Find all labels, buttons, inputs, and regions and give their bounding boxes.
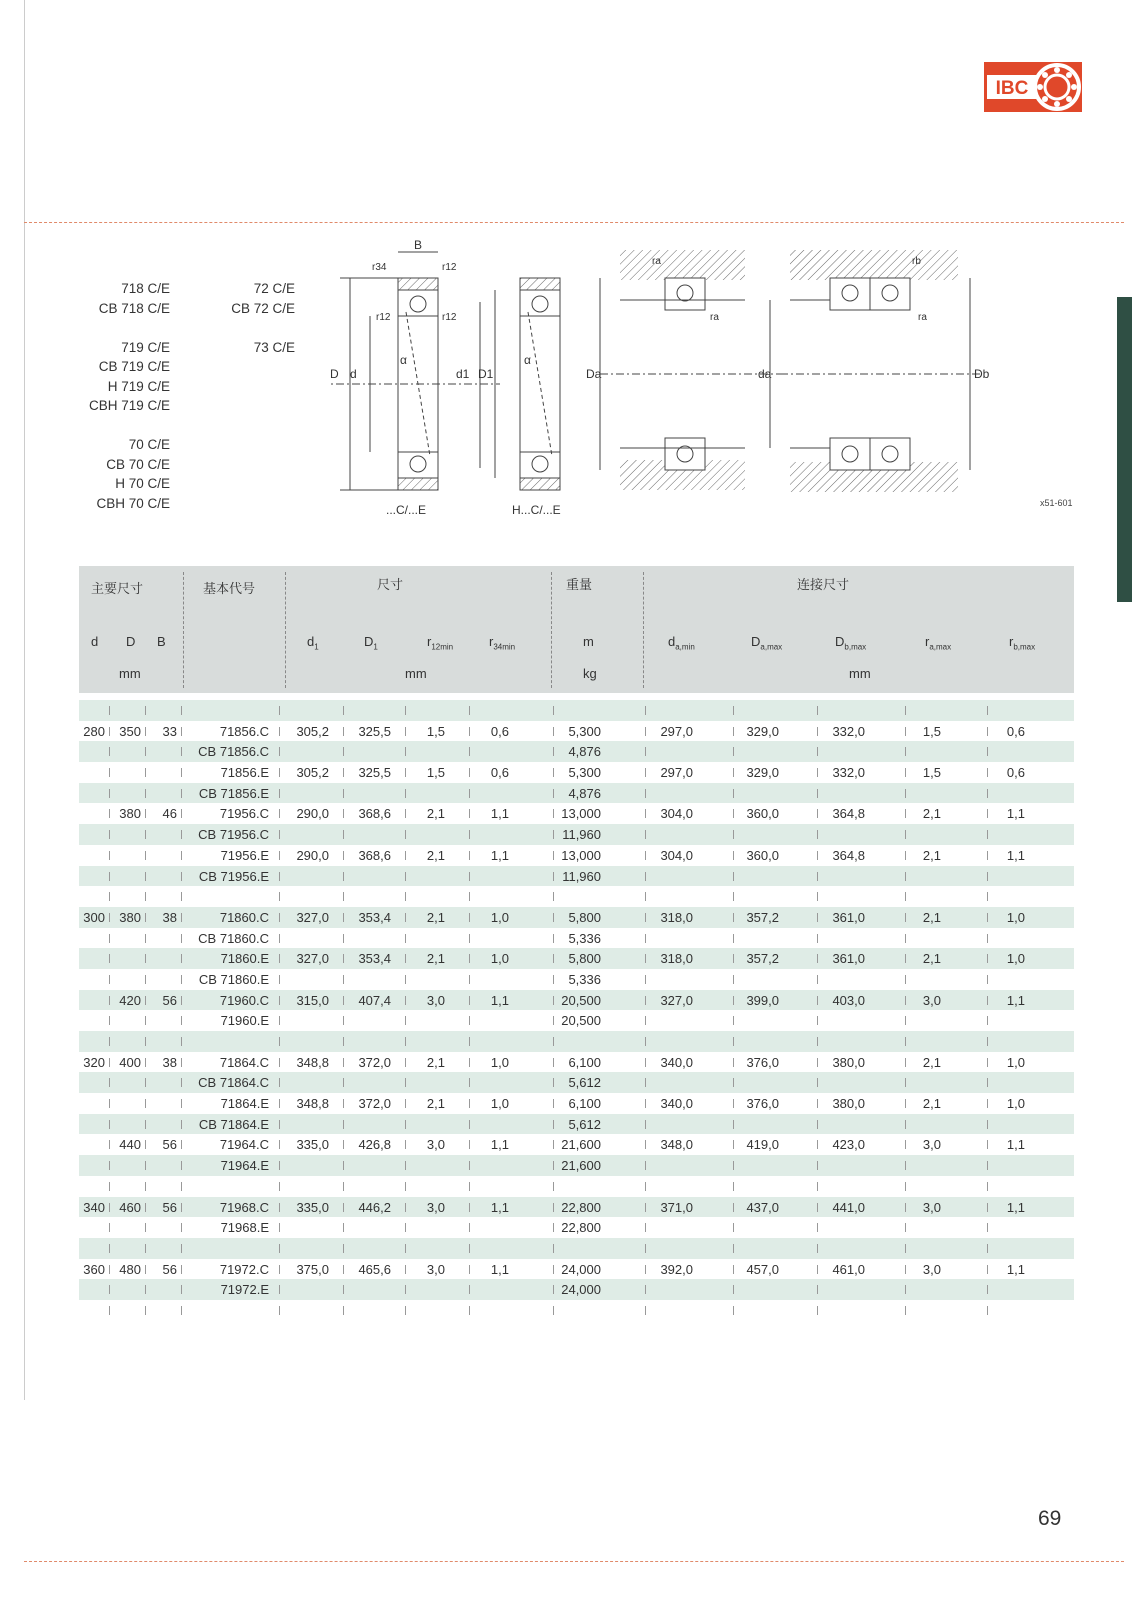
series-column-1: 718 C/E CB 718 C/E 719 C/E CB 719 C/E H 719 C/E CBH 719 C/E 70 C/E CB 70 C/E H 70 C/E CBH 70 C/E xyxy=(88,281,170,511)
table-row xyxy=(79,1010,1074,1031)
cell-code: 71956.E xyxy=(220,847,269,863)
header-abutment: 连接尺寸 xyxy=(797,577,850,592)
table-row xyxy=(79,907,1074,928)
cell-D: 380 xyxy=(119,806,141,822)
cell-ra: 2,1 xyxy=(922,1096,941,1112)
header-D1: $D_1$ xyxy=(364,634,378,652)
diagram-label-ra-3: ra xyxy=(918,312,927,323)
header-unit-mm-1: mm xyxy=(119,666,141,681)
table-body xyxy=(79,700,1074,1321)
cell-ra: 2,1 xyxy=(922,1054,941,1070)
cell-r12: 3,0 xyxy=(426,1137,445,1153)
cell-m: 5,800 xyxy=(568,951,601,967)
cell-r34: 1,1 xyxy=(490,1137,509,1153)
cell-rb: 1,0 xyxy=(1006,909,1025,925)
cell-d1: 348,8 xyxy=(296,1054,329,1070)
cell-ra: 3,0 xyxy=(922,1261,941,1277)
cell-Da: 437,0 xyxy=(746,1199,779,1215)
cell-rb: 1,1 xyxy=(1006,1261,1025,1277)
table-row xyxy=(79,1114,1074,1135)
cell-r12: 3,0 xyxy=(426,1261,445,1277)
cell-D: 350 xyxy=(119,723,141,739)
cell-code: CB 71864.C xyxy=(198,1075,269,1091)
cell-Db: 423,0 xyxy=(832,1137,865,1153)
cell-code: CB 71856.C xyxy=(198,744,269,760)
table-row xyxy=(79,1279,1074,1300)
cell-code: CB 71956.C xyxy=(198,827,269,843)
diagram-label-d: d xyxy=(350,367,357,381)
table-row xyxy=(79,741,1074,762)
cell-r12: 2,1 xyxy=(426,1096,445,1112)
cell-Db: 364,8 xyxy=(832,806,865,822)
diagram-label-rb: rb xyxy=(912,256,921,267)
cell-D1: 372,0 xyxy=(358,1054,391,1070)
cell-r12: 2,1 xyxy=(426,951,445,967)
cell-D1: 372,0 xyxy=(358,1096,391,1112)
cell-r34: 1,0 xyxy=(490,951,509,967)
cell-d1: 305,2 xyxy=(296,765,329,781)
cell-d1: 327,0 xyxy=(296,909,329,925)
diagram-caption-2: H...C/...E xyxy=(512,503,561,517)
cell-m: 5,612 xyxy=(568,1116,601,1132)
cell-ra: 2,1 xyxy=(922,951,941,967)
cell-da: 318,0 xyxy=(660,951,693,967)
table-row xyxy=(79,721,1074,742)
cell-B: 46 xyxy=(162,806,177,822)
table-row xyxy=(79,700,1074,721)
cell-code: 71964.C xyxy=(219,1137,269,1153)
table-row xyxy=(79,803,1074,824)
cell-da: 392,0 xyxy=(660,1261,693,1277)
cell-code: 71856.E xyxy=(220,765,269,781)
cell-d1: 335,0 xyxy=(296,1199,329,1215)
cell-D1: 446,2 xyxy=(358,1199,391,1215)
cell-m: 5,300 xyxy=(568,765,601,781)
cell-D1: 465,6 xyxy=(358,1261,391,1277)
cell-d1: 348,8 xyxy=(296,1096,329,1112)
header-unit-kg: kg xyxy=(583,666,597,681)
cell-r34: 1,1 xyxy=(490,992,509,1008)
table-row xyxy=(79,928,1074,949)
cell-da: 327,0 xyxy=(660,992,693,1008)
header-r34: $r_{34min}$ xyxy=(489,634,516,652)
header-m: m xyxy=(583,634,594,649)
header-unit-mm-3: mm xyxy=(849,666,871,681)
cell-D: 420 xyxy=(119,992,141,1008)
cell-rb: 1,1 xyxy=(1006,1137,1025,1153)
cell-ra: 1,5 xyxy=(922,765,941,781)
cell-code: 71972.E xyxy=(220,1282,269,1298)
cell-Db: 461,0 xyxy=(832,1261,865,1277)
cell-r12: 2,1 xyxy=(426,909,445,925)
cell-rb: 1,0 xyxy=(1006,951,1025,967)
cell-Da: 329,0 xyxy=(746,723,779,739)
cell-Db: 380,0 xyxy=(832,1054,865,1070)
cell-m: 11,960 xyxy=(562,827,601,843)
cell-da: 297,0 xyxy=(660,723,693,739)
cell-ra: 3,0 xyxy=(922,1137,941,1153)
table-row xyxy=(79,969,1074,990)
cell-Db: 441,0 xyxy=(832,1199,865,1215)
cell-r12: 1,5 xyxy=(426,723,445,739)
cell-code: 71860.C xyxy=(219,909,269,925)
table-row xyxy=(79,1197,1074,1218)
cell-d: 320 xyxy=(83,1054,105,1070)
diagram-label-Da: Da xyxy=(586,367,602,381)
cell-da: 304,0 xyxy=(660,847,693,863)
cell-code: 71864.C xyxy=(219,1054,269,1070)
table-row xyxy=(79,1093,1074,1114)
cell-D: 380 xyxy=(119,909,141,925)
header-Da: $D_{a,max}$ xyxy=(751,634,783,652)
cell-D1: 426,8 xyxy=(358,1137,391,1153)
table-row xyxy=(79,762,1074,783)
series-column-2: 72 C/E CB 72 C/E 73 C/E xyxy=(231,281,295,355)
cell-ra: 3,0 xyxy=(922,992,941,1008)
cell-code: 71956.C xyxy=(219,806,269,822)
cell-m: 5,800 xyxy=(568,909,601,925)
table-row xyxy=(79,1052,1074,1073)
cell-Da: 376,0 xyxy=(746,1096,779,1112)
diagram-label-ra-2: ra xyxy=(710,312,719,323)
cell-da: 318,0 xyxy=(660,909,693,925)
cell-Da: 357,2 xyxy=(746,951,779,967)
cell-r12: 2,1 xyxy=(426,847,445,863)
cell-B: 56 xyxy=(162,1261,177,1277)
table-row xyxy=(79,1217,1074,1238)
cell-rb: 0,6 xyxy=(1006,723,1025,739)
cell-D1: 368,6 xyxy=(358,847,391,863)
cell-r34: 0,6 xyxy=(490,723,509,739)
diagram-label-r12c: r12 xyxy=(442,312,457,323)
cell-d1: 335,0 xyxy=(296,1137,329,1153)
cell-r34: 1,0 xyxy=(490,909,509,925)
cell-code: CB 71956.E xyxy=(198,868,269,884)
cell-rb: 1,0 xyxy=(1006,1054,1025,1070)
cell-m: 6,100 xyxy=(568,1054,601,1070)
cell-code: 71960.E xyxy=(220,1013,269,1029)
cell-r34: 0,6 xyxy=(490,765,509,781)
cell-code: 71960.C xyxy=(219,992,269,1008)
cell-m: 4,876 xyxy=(568,744,601,760)
cell-Db: 332,0 xyxy=(832,765,865,781)
cell-m: 21,600 xyxy=(561,1158,601,1174)
cell-B: 38 xyxy=(162,909,177,925)
cell-m: 5,336 xyxy=(568,930,601,946)
cell-D: 460 xyxy=(119,1199,141,1215)
cell-m: 22,800 xyxy=(561,1199,601,1215)
cell-B: 56 xyxy=(162,992,177,1008)
bearing-diagram xyxy=(330,240,1090,525)
cell-rb: 1,0 xyxy=(1006,1096,1025,1112)
table-row xyxy=(79,824,1074,845)
table-row xyxy=(79,1176,1074,1197)
cell-m: 5,300 xyxy=(568,723,601,739)
cell-d: 280 xyxy=(83,723,105,739)
cell-code: CB 71864.E xyxy=(198,1116,269,1132)
diagram-label-D: D xyxy=(330,367,339,381)
cell-Da: 360,0 xyxy=(746,847,779,863)
cell-d1: 290,0 xyxy=(296,806,329,822)
cell-m: 24,000 xyxy=(561,1261,601,1277)
table-row xyxy=(79,1072,1074,1093)
cell-B: 33 xyxy=(162,723,177,739)
cell-r12: 2,1 xyxy=(426,1054,445,1070)
diagram-label-d1: d1 xyxy=(456,367,470,381)
cell-d1: 305,2 xyxy=(296,723,329,739)
header-d: d xyxy=(91,634,99,649)
cell-r34: 1,0 xyxy=(490,1096,509,1112)
left-margin-line xyxy=(24,0,25,1400)
header-da: $d_{a,min}$ xyxy=(668,634,695,652)
cell-Da: 329,0 xyxy=(746,765,779,781)
diagram-label-B: B xyxy=(414,240,423,252)
cell-ra: 2,1 xyxy=(922,806,941,822)
cell-Db: 403,0 xyxy=(832,992,865,1008)
cell-D1: 325,5 xyxy=(358,723,391,739)
table-row xyxy=(79,866,1074,887)
cell-r34: 1,1 xyxy=(490,1261,509,1277)
diagram-label-ra-1: ra xyxy=(652,256,661,267)
cell-m: 21,600 xyxy=(561,1137,601,1153)
table-row xyxy=(79,845,1074,866)
figure-code: x51-601 xyxy=(1040,498,1073,508)
header-unit-mm-2: mm xyxy=(405,666,427,681)
cell-code: 71972.C xyxy=(219,1261,269,1277)
cell-D1: 325,5 xyxy=(358,765,391,781)
cell-rb: 1,1 xyxy=(1006,806,1025,822)
cell-d1: 327,0 xyxy=(296,951,329,967)
cell-rb: 0,6 xyxy=(1006,765,1025,781)
table-row xyxy=(79,1155,1074,1176)
table-row xyxy=(79,948,1074,969)
diagram-label-da: da xyxy=(758,367,772,381)
cell-ra: 2,1 xyxy=(922,909,941,925)
logo-text: IBC xyxy=(995,78,1029,99)
cell-m: 13,000 xyxy=(561,847,601,863)
cell-m: 11,960 xyxy=(562,868,601,884)
cell-ra: 3,0 xyxy=(922,1199,941,1215)
cell-m: 5,336 xyxy=(568,971,601,987)
header-rb: $r_{b,max}$ xyxy=(1009,634,1036,652)
table-row xyxy=(79,1134,1074,1155)
header-Db: $D_{b,max}$ xyxy=(835,634,867,652)
cell-r12: 3,0 xyxy=(426,992,445,1008)
cell-Db: 361,0 xyxy=(832,951,865,967)
bottom-divider xyxy=(24,1561,1124,1562)
cell-code: 71968.E xyxy=(220,1220,269,1236)
cell-d: 340 xyxy=(83,1199,105,1215)
cell-r12: 3,0 xyxy=(426,1199,445,1215)
header-dims: 尺寸 xyxy=(377,577,404,592)
cell-code: CB 71860.C xyxy=(198,930,269,946)
cell-d1: 290,0 xyxy=(296,847,329,863)
cell-d: 360 xyxy=(83,1261,105,1277)
cell-rb: 1,1 xyxy=(1006,1199,1025,1215)
side-tab xyxy=(1117,297,1132,602)
cell-code: 71964.E xyxy=(220,1158,269,1174)
cell-Da: 376,0 xyxy=(746,1054,779,1070)
cell-B: 56 xyxy=(162,1199,177,1215)
cell-da: 371,0 xyxy=(660,1199,693,1215)
cell-ra: 1,5 xyxy=(922,723,941,739)
diagram-label-alpha-2: α xyxy=(524,353,531,367)
cell-D: 480 xyxy=(119,1261,141,1277)
cell-D: 440 xyxy=(119,1137,141,1153)
cell-m: 22,800 xyxy=(561,1220,601,1236)
table-row xyxy=(79,1259,1074,1280)
cell-Da: 357,2 xyxy=(746,909,779,925)
cell-m: 20,500 xyxy=(561,992,601,1008)
header-D: D xyxy=(126,634,136,649)
page-number: 69 xyxy=(1038,1507,1062,1530)
cell-m: 4,876 xyxy=(568,785,601,801)
ibc-logo xyxy=(984,62,1082,112)
cell-m: 20,500 xyxy=(561,1013,601,1029)
cell-r12: 1,5 xyxy=(426,765,445,781)
cell-Da: 360,0 xyxy=(746,806,779,822)
table-row xyxy=(79,783,1074,804)
cell-da: 340,0 xyxy=(660,1054,693,1070)
cell-rb: 1,1 xyxy=(1006,847,1025,863)
cell-r34: 1,1 xyxy=(490,806,509,822)
cell-da: 348,0 xyxy=(660,1137,693,1153)
cell-D1: 407,4 xyxy=(358,992,391,1008)
header-ra: $r_{a,max}$ xyxy=(925,634,952,652)
diagram-label-r12a: r12 xyxy=(442,262,457,273)
cell-m: 5,612 xyxy=(568,1075,601,1091)
cell-Db: 380,0 xyxy=(832,1096,865,1112)
cell-B: 56 xyxy=(162,1137,177,1153)
cell-D1: 368,6 xyxy=(358,806,391,822)
cell-D1: 353,4 xyxy=(358,909,391,925)
cell-r34: 1,1 xyxy=(490,1199,509,1215)
cell-m: 13,000 xyxy=(561,806,601,822)
cell-code: 71864.E xyxy=(220,1096,269,1112)
cell-Db: 332,0 xyxy=(832,723,865,739)
diagram-caption-1: ...C/...E xyxy=(386,503,427,517)
cell-D: 400 xyxy=(119,1054,141,1070)
header-weight: 重量 xyxy=(566,577,593,592)
cell-code: CB 71856.E xyxy=(198,785,269,801)
header-main-dims: 主要尺寸 xyxy=(91,581,144,596)
cell-Db: 364,8 xyxy=(832,847,865,863)
cell-Da: 419,0 xyxy=(746,1137,779,1153)
cell-d: 300 xyxy=(83,909,105,925)
diagram-label-alpha-1: α xyxy=(400,353,407,367)
cell-m: 24,000 xyxy=(561,1282,601,1298)
cell-da: 297,0 xyxy=(660,765,693,781)
table-header xyxy=(79,566,1074,693)
header-B: B xyxy=(157,634,166,649)
cell-rb: 1,1 xyxy=(1006,992,1025,1008)
cell-code: 71968.C xyxy=(219,1199,269,1215)
cell-m: 6,100 xyxy=(568,1096,601,1112)
cell-d1: 375,0 xyxy=(296,1261,329,1277)
diagram-label-r12b: r12 xyxy=(376,312,391,323)
table-row xyxy=(79,990,1074,1011)
diagram-label-r34: r34 xyxy=(372,262,387,273)
cell-Da: 457,0 xyxy=(746,1261,779,1277)
header-r12: $r_{12min}$ xyxy=(427,634,454,652)
table-row xyxy=(79,886,1074,907)
top-divider xyxy=(24,222,1124,223)
cell-Db: 361,0 xyxy=(832,909,865,925)
cell-B: 38 xyxy=(162,1054,177,1070)
header-d1: $d_1$ xyxy=(307,634,319,652)
diagram-label-Db: Db xyxy=(974,367,990,381)
cell-code: 71860.E xyxy=(220,951,269,967)
table-row xyxy=(79,1031,1074,1052)
cell-D1: 353,4 xyxy=(358,951,391,967)
cell-code: 71856.C xyxy=(219,723,269,739)
cell-r34: 1,1 xyxy=(490,847,509,863)
cell-r12: 2,1 xyxy=(426,806,445,822)
table-row xyxy=(79,1300,1074,1321)
cell-da: 340,0 xyxy=(660,1096,693,1112)
diagram-label-D1: D1 xyxy=(478,367,494,381)
cell-da: 304,0 xyxy=(660,806,693,822)
cell-ra: 2,1 xyxy=(922,847,941,863)
cell-code: CB 71860.E xyxy=(198,971,269,987)
cell-d1: 315,0 xyxy=(296,992,329,1008)
header-basic-code: 基本代号 xyxy=(203,581,256,596)
table-row xyxy=(79,1238,1074,1259)
cell-Da: 399,0 xyxy=(746,992,779,1008)
cell-r34: 1,0 xyxy=(490,1054,509,1070)
